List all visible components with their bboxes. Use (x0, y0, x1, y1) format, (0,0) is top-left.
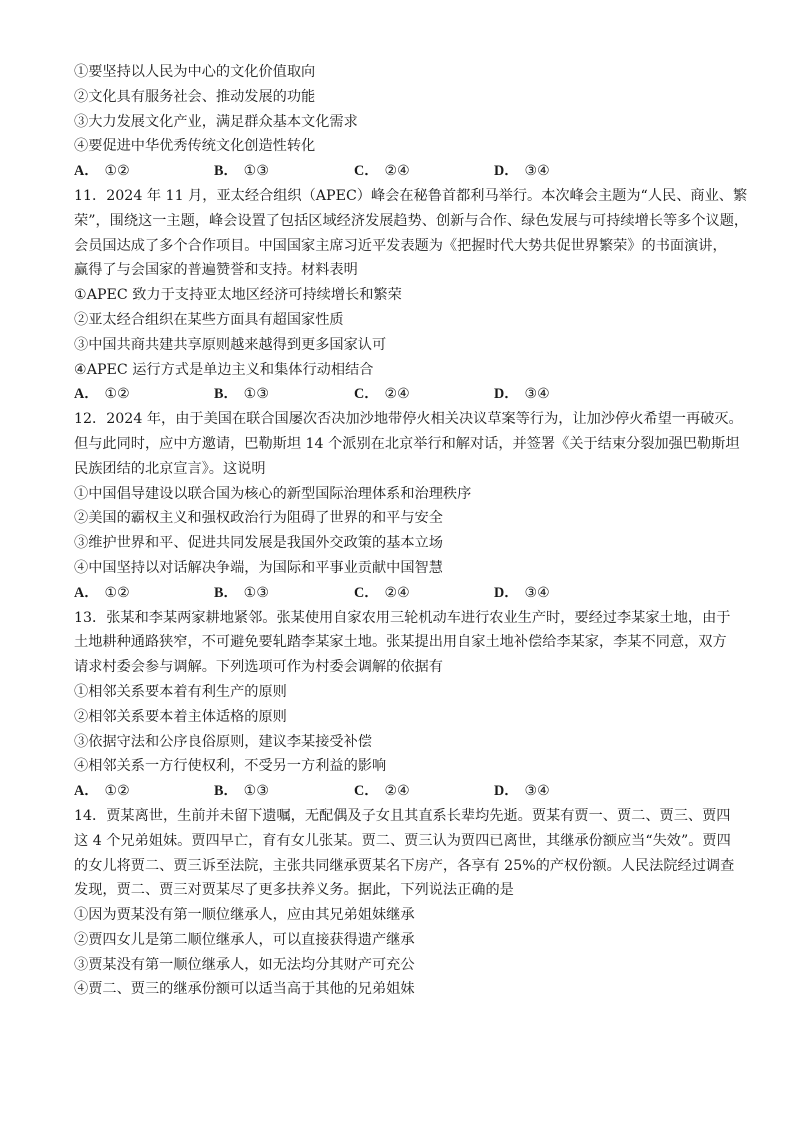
option-a: A． ①② (74, 584, 130, 601)
question-stem-line: 13．张某和李某两家耕地紧邻。张某使用自家农用三轮机动车进行农业生产时，要经过李某家土地，由于 (74, 609, 731, 626)
option-a: A． ①② (74, 783, 130, 800)
question-stem-line: 发现，贾二、贾三对贾某尽了更多扶养义务。据此，下列说法正确的是 (74, 882, 514, 899)
question-stem-line: 这 4 个兄弟姐妹。贾四早亡，育有女儿张某。贾二、贾三认为贾四已离世，其继承份额应当“失效”。贾四 (74, 832, 731, 849)
answer-options (74, 382, 724, 407)
option-d: D． ③④ (494, 386, 550, 403)
question-13 (74, 606, 731, 804)
option-a: A． ①② (74, 386, 130, 403)
option-b: B． ①③ (214, 163, 270, 180)
choice-item: ③中国共商共建共享原则越来越得到更多国家认可 (74, 336, 387, 353)
choice-item: ④贾二、贾三的继承份额可以适当高于其他的兄弟姐妹 (74, 981, 415, 998)
question-stem-line: 请求村委会参与调解。下列选项可作为村委会调解的依据有 (74, 659, 443, 676)
question-stem-line: 12．2024 年，由于美国在联合国屡次否决加沙地带停火相关决议草案等行为，让加沙停火希望一再破灭。 (74, 411, 743, 428)
question-stem-line: 11．2024 年 11 月，亚太经合组织（APEC）峰会在秘鲁首都利马举行。本次峰会主题为“人民、商业、繁 (74, 187, 748, 204)
choice-item: ①APEC 致力于支持亚太地区经济可持续增长和繁荣 (74, 287, 402, 304)
option-b: B． ①③ (214, 584, 270, 601)
option-c: C． ②④ (354, 783, 410, 800)
choice-item: ④相邻关系一方行使权利，不受另一方利益的影响 (74, 758, 387, 775)
option-b: B． ①③ (214, 783, 270, 800)
choice-item: ④APEC 运行方式是单边主义和集体行动相结合 (74, 361, 374, 378)
option-d: D． ③④ (494, 163, 550, 180)
option-d: D． ③④ (494, 584, 550, 601)
option-c: C． ②④ (354, 584, 410, 601)
choice-item: ②亚太经合组织在某些方面具有超国家性质 (74, 311, 344, 328)
question-stem-line: 会员国达成了多个合作项目。中国国家主席习近平发表题为《把握时代大势共促世界繁荣》的书面演讲， (74, 237, 727, 254)
option-b: B． ①③ (214, 386, 270, 403)
choice-item: ②贾四女儿是第二顺位继承人，可以直接获得遗产继承 (74, 931, 415, 948)
question-stem-line: 但与此同时，应中方邀请，巴勒斯坦 14 个派别在北京举行和解对话，并签署《关于结束分裂加强巴勒斯坦 (74, 435, 740, 452)
exam-page (74, 60, 749, 1002)
choice-item: ③依据守法和公序良俗原则，建议李某接受补偿 (74, 733, 372, 750)
question-11 (74, 184, 749, 407)
choice-item: ③大力发展文化产业，满足群众基本文化需求 (74, 113, 358, 130)
question-stem-line: 民族团结的北京宣言》。这说明 (74, 460, 266, 477)
option-c: C． ②④ (354, 163, 410, 180)
option-a: A． ①② (74, 163, 130, 180)
question-14 (74, 804, 735, 1002)
question-stem-line: 的女儿将贾二、贾三诉至法院，主张共同继承贾某名下房产，各享有 25%的产权份额。人民法院经过调查 (74, 857, 735, 874)
choice-item: ①要坚持以人民为中心的文化价值取向 (74, 64, 316, 80)
answer-options (74, 581, 724, 606)
question-10-tail (74, 60, 724, 184)
question-stem-line: 14．贾某离世，生前并未留下遗嘱，无配偶及子女且其直系长辈均先逝。贾某有贾一、贾二、贾三、贾四 (74, 807, 731, 824)
choice-item: ④中国坚持以对话解决争端，为国际和平事业贡献中国智慧 (74, 559, 443, 576)
choice-item: ②文化具有服务社会、推动发展的功能 (74, 88, 316, 105)
option-d: D． ③④ (494, 783, 550, 800)
option-c: C． ②④ (354, 386, 410, 403)
answer-options (74, 159, 724, 184)
answer-options (74, 779, 724, 804)
choice-item: ①因为贾某没有第一顺位继承人，应由其兄弟姐妹继承 (74, 907, 415, 924)
choice-item: ③贾某没有第一顺位继承人，如无法均分其财产可充公 (74, 956, 415, 973)
choice-item: ①中国倡导建设以联合国为核心的新型国际治理体系和治理秩序 (74, 485, 472, 502)
choice-item: ④要促进中华优秀传统文化创造性转化 (74, 138, 316, 155)
question-12 (74, 407, 743, 605)
choice-item: ②美国的霸权主义和强权政治行为阻碍了世界的和平与安全 (74, 510, 443, 527)
choice-item: ②相邻关系要本着主体适格的原则 (74, 708, 287, 725)
choice-item: ①相邻关系要本着有利生产的原则 (74, 683, 287, 700)
question-stem-line: 土地耕种通路狭窄，不可避免要轧踏李某家土地。张某提出用自家土地补偿给李某家，李某不同意，双方 (74, 634, 727, 651)
choice-item: ③维护世界和平、促进共同发展是我国外交政策的基本立场 (74, 535, 443, 552)
question-stem-line: 赢得了与会国家的普遍赞誉和支持。材料表明 (74, 262, 358, 279)
question-stem-line: 荣”，围绕这一主题，峰会设置了包括区域经济发展趋势、创新与合作、绿色发展与可持续增长等多个议题， (74, 212, 749, 229)
